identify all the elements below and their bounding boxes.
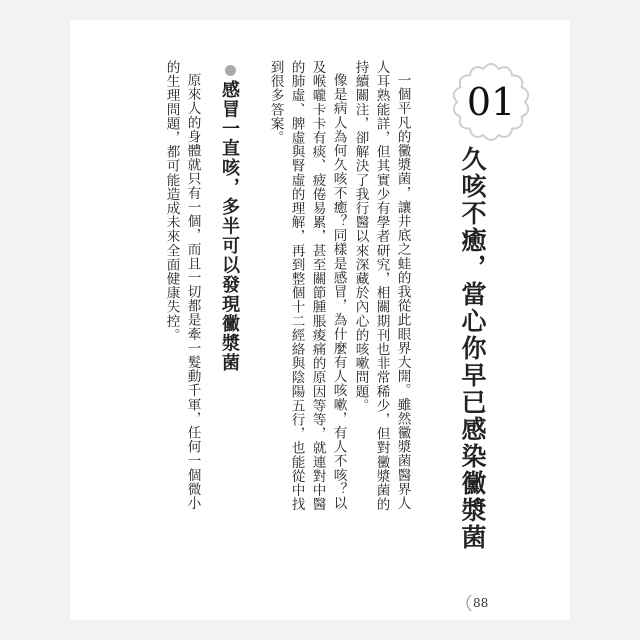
paragraph-2-line-1: 像是病人為何久咳不癒？同樣是感冒，為什麼有人咳嗽，有人不咳？以 — [330, 73, 347, 511]
paragraph-1-line-3: 持續關注，卻解決了我行醫以來深藏於內心的咳嗽問題。 — [352, 60, 369, 413]
subheading: 感冒一直咳，多半可以發現黴漿菌 — [219, 80, 240, 373]
page-number: 88 — [473, 596, 489, 610]
paragraph-1-line-2: 人耳熟能詳，但其實少有學者研究，相關期刊也非常稀少，但對黴漿菌的 — [373, 60, 390, 512]
chapter-number: 01 — [466, 80, 516, 124]
bullet-dot — [225, 65, 236, 76]
paragraph-1-line-1: 一個平凡的黴漿菌，讓井底之蛙的我從此眼界大開。雖然黴漿菌醫界人 — [394, 73, 411, 511]
paragraph-2-line-4: 到很多答案。 — [267, 60, 284, 145]
paragraph-3-line-1: 原來人的身體就只有一個，而且一切都是牽一髮動千軍，任何一個微小 — [184, 73, 201, 511]
paragraph-2-line-3: 的肺虛、脾虛與腎虛的理解，再到整個十二經絡與陰陽五行，也能從中找 — [288, 60, 305, 512]
chapter-title: 久咳不癒，當心你早已感染黴漿菌 — [458, 146, 487, 551]
book-page — [70, 20, 570, 620]
paragraph-3-line-2: 的生理問題，都可能造成未來全面健康失控。 — [163, 60, 180, 342]
chapter-badge — [451, 62, 531, 142]
paragraph-2-line-2: 及喉嚨卡卡有痰、疲倦易累，甚至關節腫脹痠痛的原因等等，就連對中醫 — [309, 60, 326, 512]
